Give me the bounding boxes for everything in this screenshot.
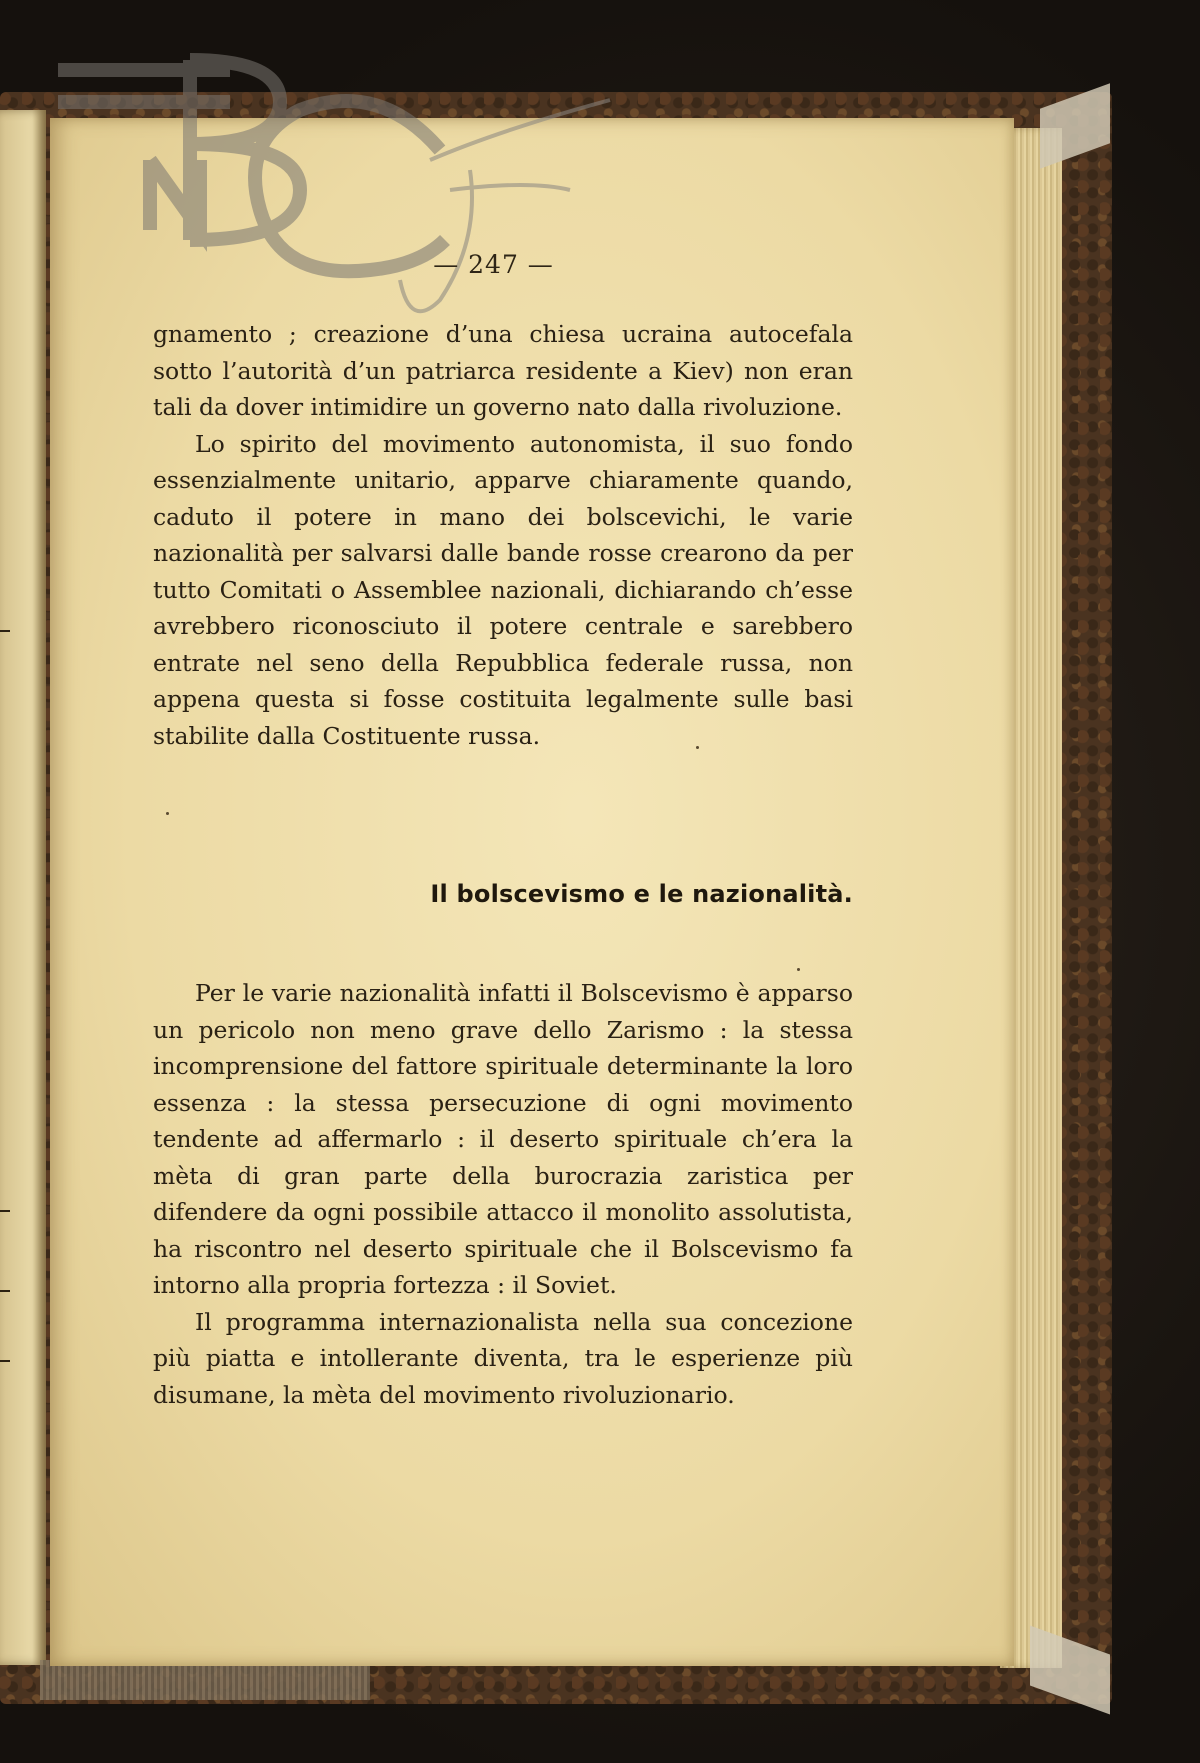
page-number: — 247 —	[433, 250, 554, 279]
paragraph: Il programma internazionalista nella sua concezione più piatta e intollerante diventa, tra le esperienze più disumane, la mèta del movimento rivoluzionario.	[153, 1307, 853, 1409]
paragraph: Lo spirito del movimento autonomista, il suo fondo essenzialmente unitario, apparve chiaramente quando, caduto il potere in mano dei bolscevichi, le varie nazionalità per salvarsi dalle bande rosse crearono da per tutto Comitati o Assemblee nazionali, dichiarando ch’esse avrebbero riconosciuto il potere centrale e sarebbero entrate nel seno della Repubblica federale russa, non appena questa si fosse costituita legalmente sulle basi stabilite dalla Costituente russa.	[153, 429, 853, 750]
paper-speck	[166, 812, 169, 815]
left-page-mark	[0, 1290, 10, 1292]
left-page-mark	[0, 1210, 10, 1212]
paragraph: gnamento ; creazione d’una chiesa ucraina autocefala sotto l’autorità d’un patriarca residente a Kiev) non eran tali da dover intimidire un governo nato dalla rivoluzione.	[153, 320, 853, 421]
paper-speck	[696, 746, 699, 749]
left-page-mark	[0, 630, 10, 632]
left-page-edge	[0, 110, 46, 1665]
spine-cloth	[40, 1660, 370, 1700]
paper-speck	[797, 968, 800, 971]
text-block-bottom	[153, 975, 853, 1413]
section-heading: Il bolscevismo e le nazionalità.	[430, 880, 853, 908]
left-page-mark	[0, 1360, 10, 1362]
paragraph: Per le varie nazionalità infatti il Bolscevismo è apparso un pericolo non meno grave dello Zarismo : la stessa incomprensione del fattore spirituale determinante la loro essenza : la stessa persecuzione di ogni movimento tendente ad affermarlo : il deserto spirituale ch’era la mèta di gran parte della burocrazia zaristica per difendere da ogni possibile attacco il monolito assolutista, ha riscontro nel deserto spirituale che il Bolscevismo fa intorno alla propria fortezza : il Soviet.	[153, 979, 853, 1299]
text-block-top	[153, 316, 853, 754]
